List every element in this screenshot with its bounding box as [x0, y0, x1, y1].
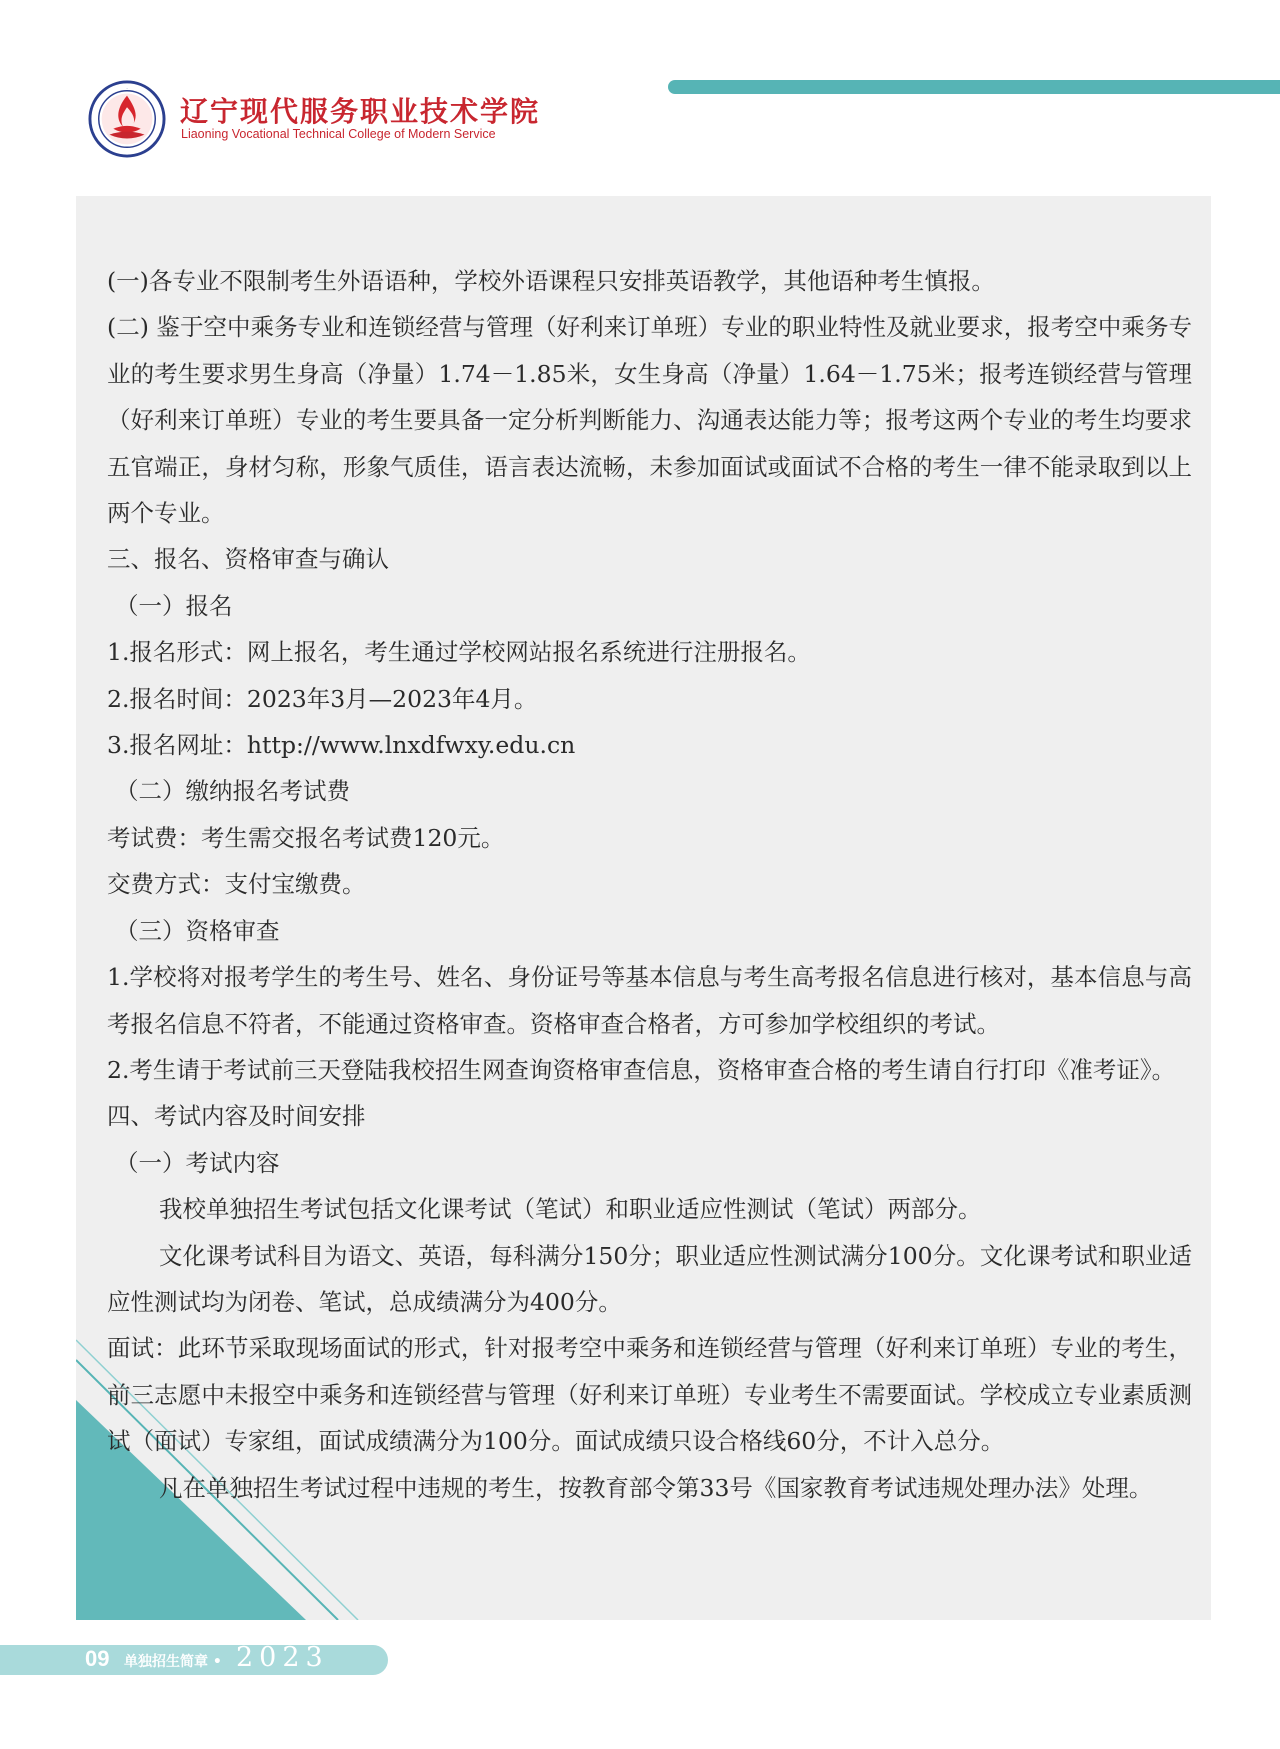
- school-name-en: Liaoning Vocational Technical College of Modern Service: [181, 127, 496, 141]
- footer-title: 单独招生简章 •: [124, 1654, 222, 1670]
- footer-year: 2023: [236, 1642, 329, 1673]
- header-accent-bar: [668, 80, 1280, 94]
- paragraph: 考试费：考生需交报名考试费120元。: [107, 823, 505, 852]
- page-number: 09: [85, 1646, 110, 1671]
- paragraph: 1.报名形式：网上报名，考生通过学校网站报名系统进行注册报名。: [107, 638, 811, 667]
- paragraph: 1.学校将对报考学生的考生号、姓名、身份证号等基本信息与考生高考报名信息进行核对，基本信息与高考报名信息不符者，不能通过资格审查。资格审查合格者，方可参加学校组织的考试。: [107, 963, 1192, 1038]
- school-name-cn: 辽宁现代服务职业技术学院: [180, 95, 541, 128]
- paragraph: (一)各专业不限制考生外语语种，学校外语课程只安排英语教学，其他语种考生慎报。: [107, 267, 995, 295]
- paragraph: (二) 鉴于空中乘务专业和连锁经营与管理（好利来订单班）专业的职业特性及就业要求，报考空中乘务专业的考生要求男生身高（净量）1.74－1.85米，女生身高（净量）1.64－1.75米；报考连锁经营与管理（好利来订单班）专业的考生要具备一定分析判断能力、沟通表达能力等；报考这两个专业的考生均要求五官端正，身材匀称，形象气质佳，语言表达流畅，未参加面试或面试不合格的考生一律不能录取到以上两个专业。: [107, 313, 1192, 528]
- paragraph: 3.报名网址：http://www.lnxdfwxy.edu.cn: [107, 731, 576, 760]
- paragraph: （一）考试内容: [115, 1148, 280, 1177]
- document-body: [107, 258, 1192, 1511]
- paragraph: 我校单独招生考试包括文化课考试（笔试）和职业适应性测试（笔试）两部分。: [159, 1195, 982, 1224]
- svg-text:.: .: [126, 85, 128, 91]
- paragraph: 2.报名时间：2023年3月—2023年4月。: [107, 684, 538, 713]
- paragraph: 四、考试内容及时间安排: [107, 1102, 366, 1131]
- paragraph: （二）缴纳报名考试费: [115, 777, 350, 806]
- paragraph: 面试：此环节采取现场面试的形式，针对报考空中乘务和连锁经营与管理（好利来订单班）专业的考生，前三志愿中未报空中乘务和连锁经营与管理（好利来订单班）专业考生不需要面试。学校成立专业素质测试（面试）专家组，面试成绩满分为100分。面试成绩只设合格线60分，不计入总分。: [107, 1334, 1192, 1456]
- paragraph: 三、报名、资格审查与确认: [107, 545, 389, 574]
- paragraph: 2.考生请于考试前三天登陆我校招生网查询资格审查信息，资格审查合格的考生请自行打印《准考证》。: [107, 1055, 1176, 1084]
- college-seal-icon: [88, 80, 166, 158]
- paragraph: 文化课考试科目为语文、英语，每科满分150分；职业适应性测试满分100分。文化课考试和职业适应性测试均为闭卷、笔试，总成绩满分为400分。: [107, 1241, 1192, 1316]
- paragraph: （三）资格审查: [115, 916, 280, 945]
- paragraph: （一）报名: [115, 591, 233, 620]
- paragraph: 交费方式：支付宝缴费。: [107, 870, 366, 899]
- paragraph: 凡在单独招生考试过程中违规的考生，按教育部令第33号《国家教育考试违规处理办法》处理。: [159, 1473, 1153, 1502]
